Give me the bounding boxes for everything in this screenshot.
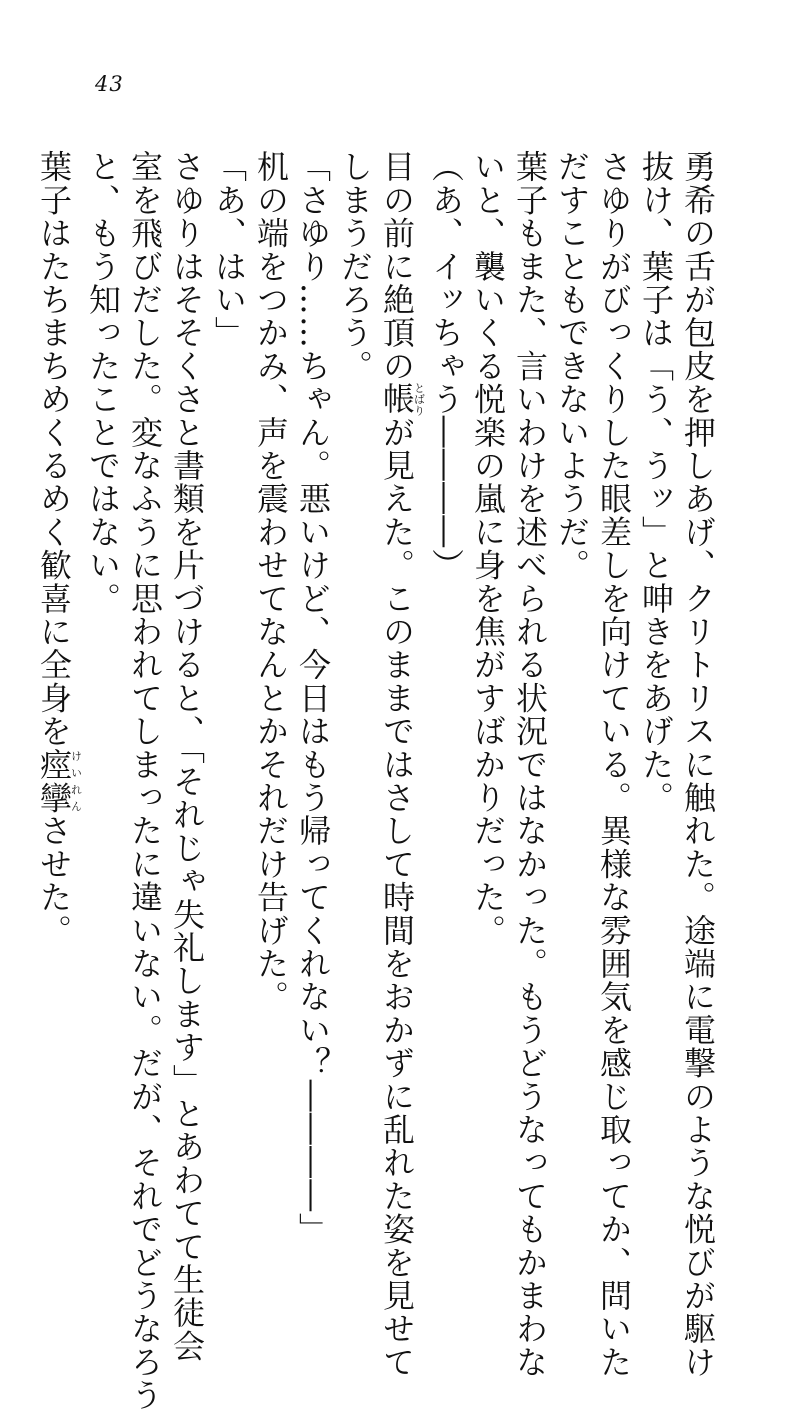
text-line: 勇希の舌が包皮を押しあげ、クリトリスに触れた。途端に電撃のような悦びが駆け — [679, 150, 717, 1379]
vertical-text-block — [33, 150, 719, 1412]
page-number: 43 — [95, 72, 124, 96]
ruby-base: 痙攣 — [35, 747, 73, 815]
text-line: 室を飛びだした。変なふうに思われてしまったに違いない。だが、それでどうなろう — [126, 150, 164, 1412]
text-line: 葉子もまた、言いわけを述べられる状況ではなかった。もうどうなってもかまわな — [511, 150, 549, 1379]
ruby-reading: けいれん — [69, 747, 83, 815]
text-segment: 葉子はたちまちめくるめく歓喜に全身を — [35, 150, 73, 748]
text-line: 抜け、葉子は「う、うッ」と呻きをあげた。 — [637, 150, 675, 814]
text-line: 「あ、はい」 — [210, 150, 248, 350]
text-line: 「さゆり……ちゃん。悪いけど、今日はもう帰ってくれない？――――」 — [294, 150, 332, 1246]
ruby-annotation — [378, 382, 426, 416]
text-line: 机の端をつかみ、声を震わせてなんとかそれだけ告げた。 — [252, 150, 290, 1014]
ruby-base: 帳 — [378, 382, 416, 416]
text-segment: させた。 — [35, 814, 73, 947]
text-segment: が見えた。このままではさして時間をおかずに乱れた姿を見せて — [378, 415, 416, 1379]
text-line: だすこともできないようだ。 — [553, 150, 591, 582]
ruby-annotation — [35, 747, 83, 815]
text-line: さゆりがびっくりした眼差しを向けている。異様な雰囲気を感じ取ってか、問いた — [595, 150, 633, 1379]
text-line-with-ruby — [33, 150, 82, 1170]
text-line: （あ、イッちゃう――――） — [427, 150, 465, 582]
ruby-reading: とばり — [412, 382, 426, 416]
text-line-with-ruby — [376, 150, 426, 1379]
text-line: と、もう知ったことではない。 — [84, 150, 122, 615]
text-line: さゆりはそそくさと書類を片づけると、「それじゃ失礼します」とあわてて生徒会 — [168, 150, 206, 1363]
text-line: しまうだろう。 — [336, 150, 374, 383]
text-segment: 目の前に絶頂の — [378, 150, 416, 383]
text-line: いと、襲いくる悦楽の嵐に身を焦がすばかりだった。 — [469, 150, 507, 947]
